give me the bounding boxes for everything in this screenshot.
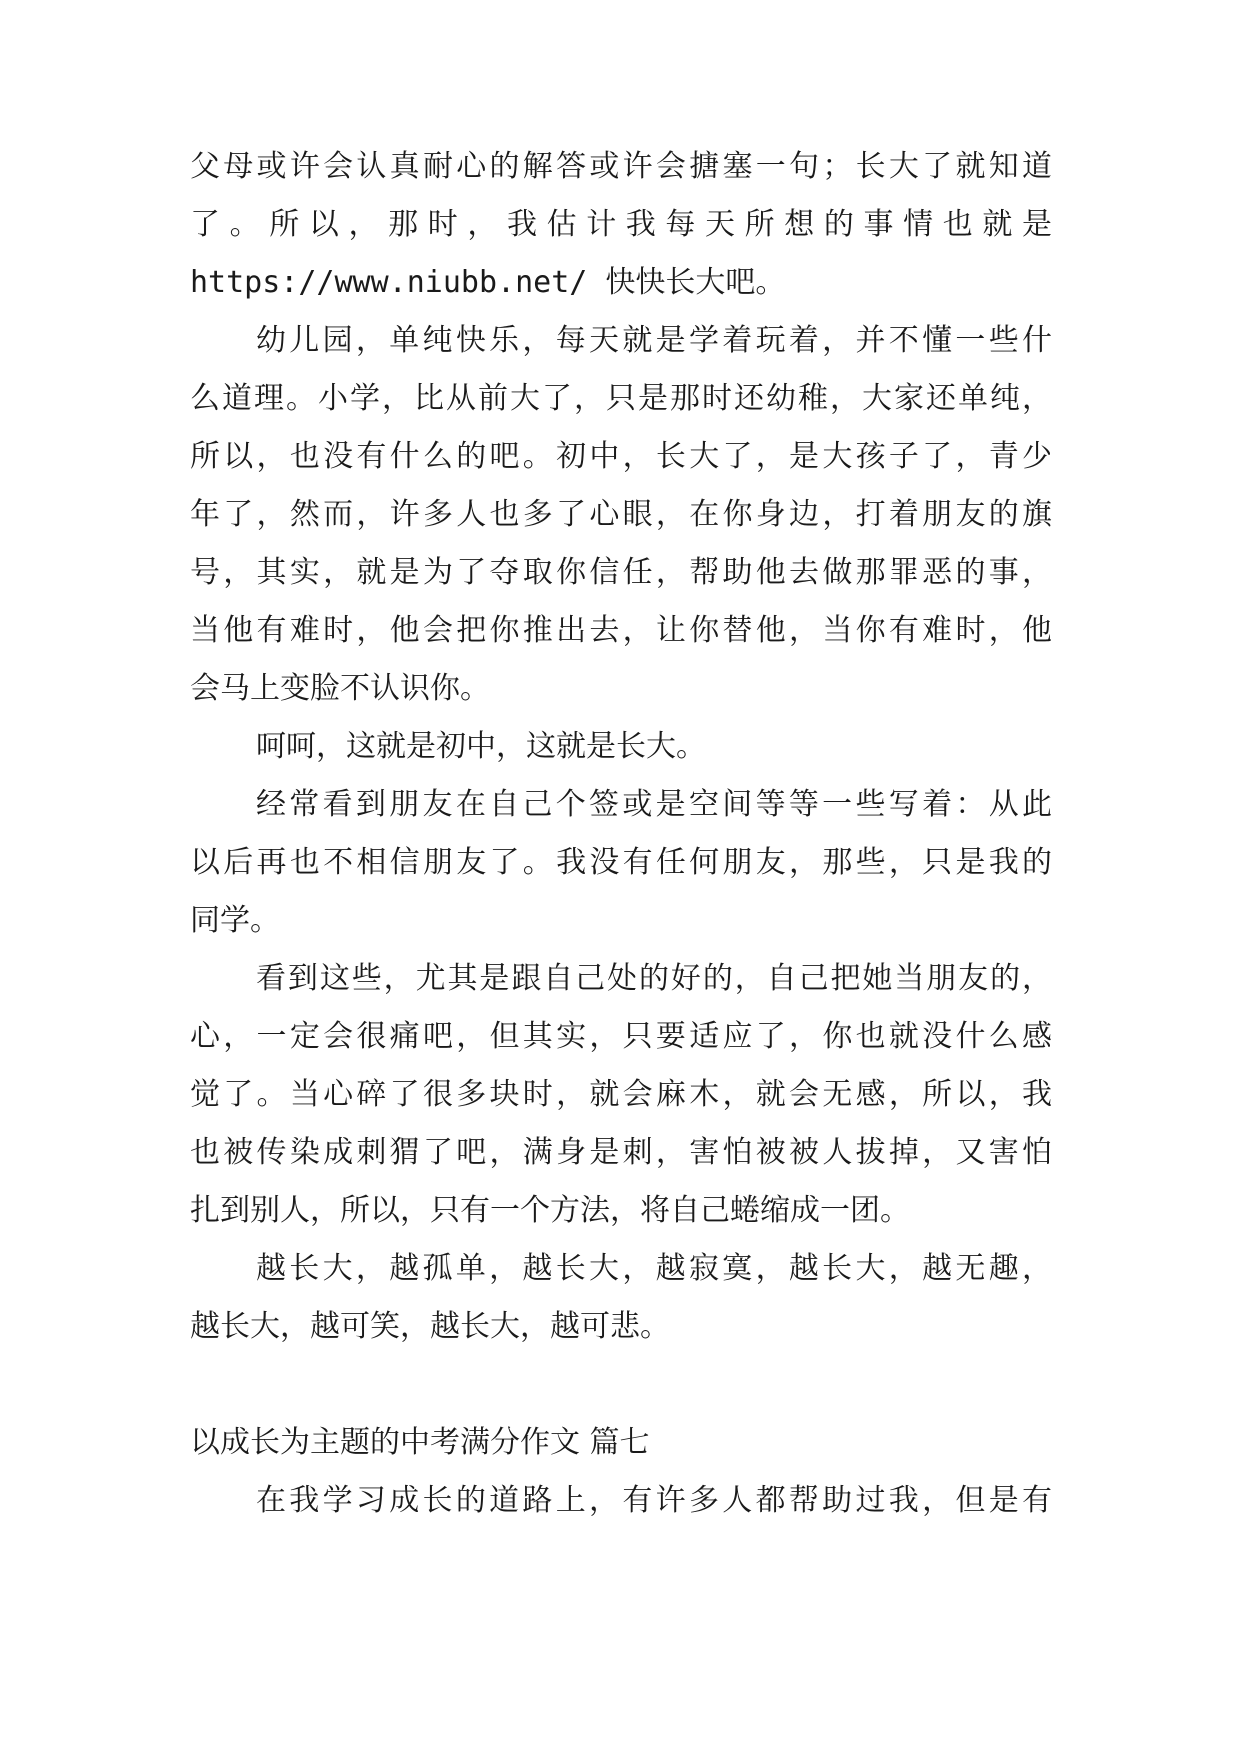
paragraph-line: 呵呵，这就是初中，这就是长大。 — [256, 729, 706, 764]
paragraph-line: 经常看到朋友在自己个签或是空间等等一些写着：从此 — [256, 787, 1052, 822]
paragraph-line: 心，一定会很痛吧，但其实，只要适应了，你也就没什么感 — [190, 1019, 1052, 1054]
paragraph-line: 父母或许会认真耐心的解答或许会搪塞一句；长大了就知道 — [190, 149, 1052, 184]
paragraph-line: 以后再也不相信朋友了。我没有任何朋友，那些，只是我的 — [190, 845, 1052, 880]
paragraph-line: 也被传染成刺猬了吧，满身是刺，害怕被被人拔掉，又害怕 — [190, 1135, 1052, 1170]
paragraph-line: 当他有难时，他会把你推出去，让你替他，当你有难时，他 — [190, 613, 1052, 648]
paragraph-line: 觉了。当心碎了很多块时，就会麻木，就会无感，所以，我 — [190, 1077, 1052, 1112]
paragraph-line: 看到这些，尤其是跟自己处的好的，自己把她当朋友的， — [256, 961, 1052, 996]
paragraph-line: 所以，也没有什么的吧。初中，长大了，是大孩子了，青少 — [190, 439, 1052, 474]
paragraph-line: 幼儿园，单纯快乐，每天就是学着玩着，并不懂一些什 — [256, 323, 1052, 358]
paragraph-line: 了。所以，那时，我估计我每天所想的事情也就是 — [190, 207, 1052, 242]
paragraph-line: 号，其实，就是为了夺取你信任，帮助他去做那罪恶的事， — [190, 555, 1052, 590]
paragraph-line: 越长大，越可笑，越长大，越可悲。 — [190, 1309, 670, 1344]
paragraph-line: 越长大，越孤单，越长大，越寂寞，越长大，越无趣， — [256, 1251, 1052, 1286]
paragraph-line: 会马上变脸不认识你。 — [190, 671, 490, 706]
paragraph-line: 年了，然而，许多人也多了心眼，在你身边，打着朋友的旗 — [190, 497, 1052, 532]
paragraph-line-with-url: https://www.niubb.net/ 快快长大吧。 — [190, 265, 786, 300]
paragraph-line: 扎到别人，所以，只有一个方法，将自己蜷缩成一团。 — [190, 1193, 910, 1228]
paragraph-line: 同学。 — [190, 903, 280, 938]
paragraph-line: 么道理。小学，比从前大了，只是那时还幼稚，大家还单纯， — [190, 381, 1052, 416]
section-heading: 以成长为主题的中考满分作文 篇七 — [190, 1425, 650, 1460]
paragraph-line: 在我学习成长的道路上，有许多人都帮助过我，但是有 — [256, 1483, 1052, 1518]
